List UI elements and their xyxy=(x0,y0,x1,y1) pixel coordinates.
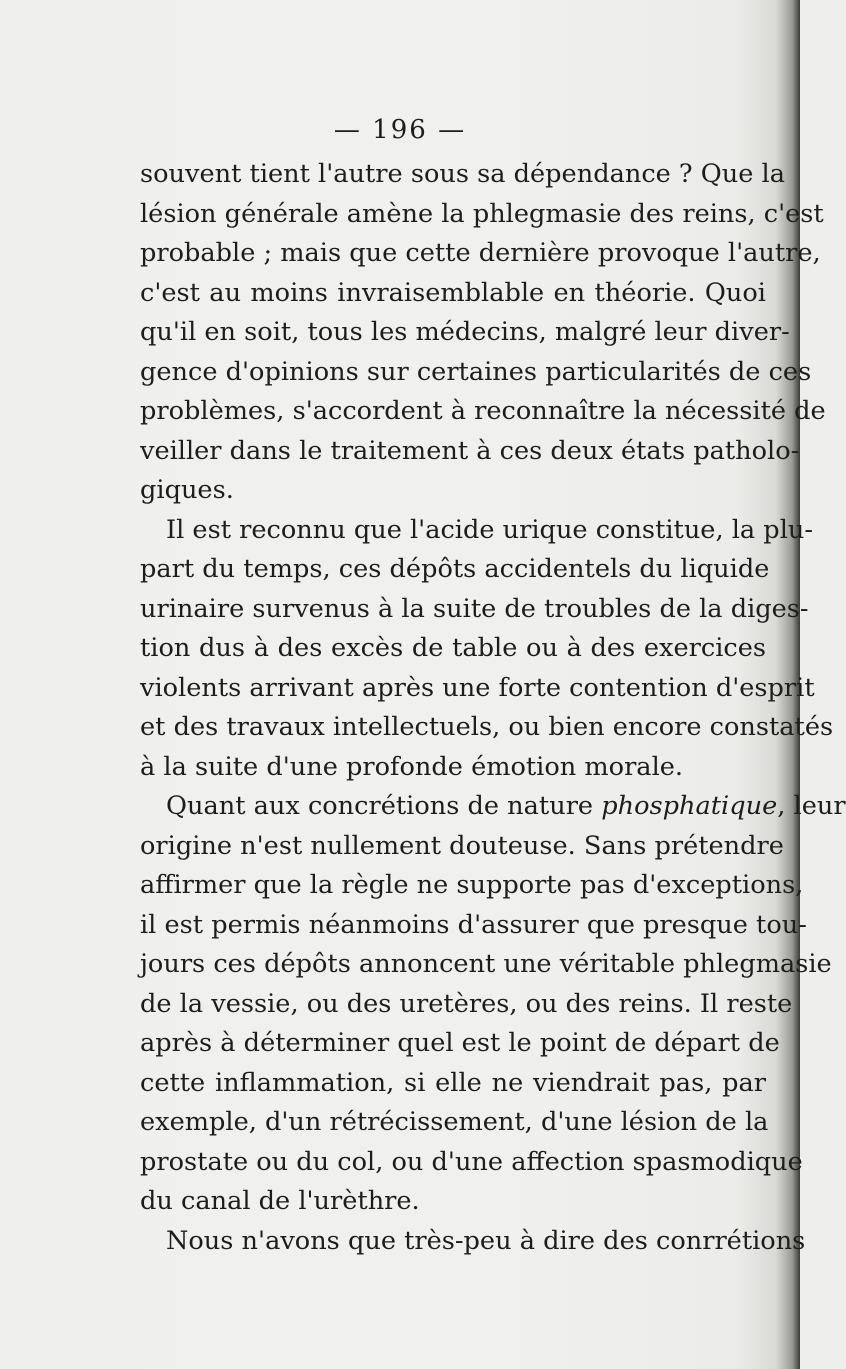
text-run: Quant aux concrétions de nature xyxy=(166,791,602,821)
text-line: part du temps, ces dépôts accidentels du liquide xyxy=(140,554,770,584)
text-run: , leur xyxy=(777,791,846,821)
text-line: Il est reconnu que l'acide urique constitue, la plu- xyxy=(166,514,814,545)
paragraph-4 xyxy=(140,1222,806,1262)
text-line xyxy=(140,787,846,827)
paragraph-3 xyxy=(140,787,846,1222)
text-line: exemple, d'un rétrécissement, d'une lésion de la xyxy=(140,1107,769,1137)
text-line: prostate ou du col, ou d'une affection spasmodique xyxy=(140,1146,803,1177)
text-line: cette inflammation, si elle ne viendrait pas, par xyxy=(140,1067,766,1098)
body-text xyxy=(140,155,846,1261)
text-line: giques. xyxy=(140,475,234,505)
text-line: tion dus à des excès de table ou à des exercices xyxy=(140,633,766,663)
paragraph-1 xyxy=(140,155,826,511)
text-line: souvent tient l'autre sous sa dépendance ? Que la xyxy=(140,159,785,189)
text-line: gence d'opinions sur certaines particularités de ces xyxy=(140,356,812,387)
text-line: de la vessie, ou des uretères, ou des reins. Il reste xyxy=(140,988,793,1019)
text-line: affirmer que la règle ne supporte pas d'exceptions, xyxy=(140,870,804,900)
italic-term: phosphatique xyxy=(601,791,778,821)
text-line: qu'il en soit, tous les médecins, malgré leur diver- xyxy=(140,317,790,347)
text-line: origine n'est nullement douteuse. Sans prétendre xyxy=(140,830,784,861)
text-line: lésion générale amène la phlegmasie des reins, c'est xyxy=(140,198,824,229)
paragraph-2 xyxy=(140,511,834,788)
text-line: veiller dans le traitement à ces deux états patholo- xyxy=(140,435,800,466)
page-number: — 196 — xyxy=(333,115,467,145)
text-line: du canal de l'urèthre. xyxy=(140,1186,420,1216)
text-line: c'est au moins invraisemblable en théorie. Quoi xyxy=(140,277,766,308)
text-line: jours ces dépôts annoncent une véritable phlegmasie xyxy=(140,949,832,979)
text-line: violents arrivant après une forte contention d'esprit xyxy=(140,672,815,703)
text-line: probable ; mais que cette dernière provoque l'autre, xyxy=(140,238,821,268)
text-line: et des travaux intellectuels, ou bien encore constatés xyxy=(140,712,834,742)
text-line: il est permis néanmoins d'assurer que presque tou- xyxy=(140,909,807,940)
text-line: Nous n'avons que très-peu à dire des conrrétions xyxy=(166,1225,806,1256)
text-line: problèmes, s'accordent à reconnaître la nécessité de xyxy=(140,396,826,426)
text-line: à la suite d'une profonde émotion morale. xyxy=(140,751,684,782)
text-line: urinaire survenus à la suite de troubles de la diges- xyxy=(140,593,809,624)
text-line: après à déterminer quel est le point de départ de xyxy=(140,1028,780,1058)
